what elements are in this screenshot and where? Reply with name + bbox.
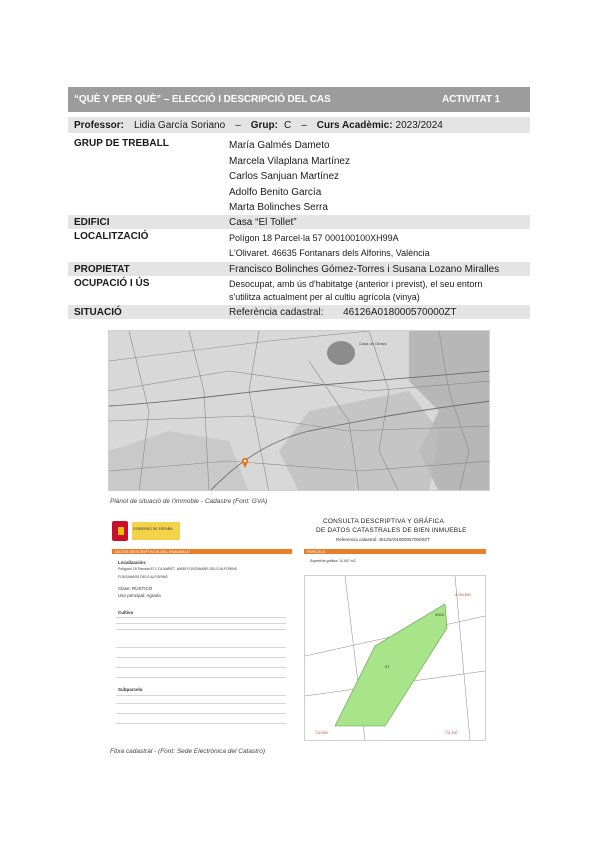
occupation-row xyxy=(68,278,530,304)
owner-value: Francisco Bolinches Gómez-Torres i Susana Lozano Miralles xyxy=(229,263,500,275)
sheet-title: CONSULTA DESCRIPTIVA Y GRÁFICA xyxy=(323,518,444,525)
separator-dash: – xyxy=(301,119,307,131)
location-line: Polígon 18 Parcel·la 57 000100100XH99A xyxy=(229,233,399,243)
municipio: FONTANARS DELS ALFORINS xyxy=(118,575,168,579)
cadastral-sheet xyxy=(108,515,490,743)
svg-text:Casa de l'Ansis: Casa de l'Ansis xyxy=(359,341,387,346)
occupation-line: Desocupat, amb ús d'habitatge (anterior i previst), el seu entorn xyxy=(229,279,483,289)
cadastral-ref-value: 46126A018000570000ZT xyxy=(343,306,457,318)
member-name: Carlos Sanjuan Martínez xyxy=(229,171,340,182)
location-label: LOCALITZACIÓ xyxy=(74,231,149,242)
activity-header xyxy=(68,87,530,112)
building-value: Casa “El Tollet” xyxy=(229,216,297,228)
work-group-members xyxy=(229,138,530,216)
ministry-logo xyxy=(112,519,182,543)
descriptive-band xyxy=(112,549,292,554)
sheet-subtitle: DE DATOS CATASTRALES DE BIEN INMUEBLE xyxy=(316,527,467,534)
situation-map xyxy=(108,330,490,491)
member-name: María Galmés Dameto xyxy=(229,140,330,151)
surface-label: Superficie gráfica: 14.947 m2 xyxy=(310,559,356,563)
map-caption: Plànol de situació de l'immoble - Cadastre (Font: GVA) xyxy=(110,498,268,505)
member-name: Adolfo Benito García xyxy=(229,186,322,198)
cadastral-ref-label: Referència cadastral: xyxy=(229,306,324,318)
work-group-label: GRUP DE TREBALL xyxy=(74,138,169,149)
sheet-ref: Referencia catastral: 46126A018000570000ZT xyxy=(336,537,430,542)
parcel-plan xyxy=(304,575,486,741)
svg-text:710.900: 710.900 xyxy=(315,731,328,735)
member-name: Marta Bolinches Serra xyxy=(229,202,328,213)
situation-label: SITUACIÓ xyxy=(74,306,122,318)
sheet-caption: Fitxa cadastral - (Font: Sede Electrònica del Catastro) xyxy=(110,748,265,755)
professor-bar xyxy=(68,117,530,133)
building-row xyxy=(68,215,530,229)
svg-text:9004: 9004 xyxy=(435,612,444,617)
situation-row xyxy=(68,305,530,319)
course-value: 2023/2024 xyxy=(395,119,443,131)
parcel-band-label: PARCELA xyxy=(307,549,326,554)
separator-dash: – xyxy=(235,119,241,131)
cultivo-label: Cultivo xyxy=(118,610,134,615)
situation-value xyxy=(229,307,530,318)
location-line: L'Olivaret. 46635 Fontanars dels Alforins, València xyxy=(229,248,430,258)
member-name: Marcela Vilaplana Martínez xyxy=(229,155,350,167)
svg-text:711.100: 711.100 xyxy=(445,731,458,735)
parcel-plan-drawing xyxy=(305,576,485,740)
class-label: Clase: RÚSTICO xyxy=(118,586,153,591)
group-label: Grup: xyxy=(250,119,278,131)
sub-label: Subparcela xyxy=(118,687,143,692)
use-label: Uso principal: Agrario xyxy=(118,593,161,598)
work-group-row xyxy=(68,138,530,216)
ministry-name: GOBIERNO DE ESPAÑA xyxy=(133,527,173,531)
parcel-band xyxy=(304,549,486,554)
occupation-line: s'utilitza actualment per al cultiu agrícola (vinya) xyxy=(229,292,420,302)
location-value xyxy=(229,231,530,262)
descriptive-band-label: DATOS DESCRIPTIVOS DEL INMUEBLE xyxy=(115,549,190,554)
occupation-value xyxy=(229,278,530,304)
group-value: C xyxy=(283,119,292,131)
svg-text:4.294.600: 4.294.600 xyxy=(455,593,471,597)
course-label: Curs Acadèmic: xyxy=(316,119,393,131)
professor-name: Lidia García Soriano xyxy=(134,119,226,131)
loc-text: Polígono 18 Parcela 57 L'OLIVARET. 46635 FONTANARS DELS ALFORINS xyxy=(118,567,238,571)
professor-label: Professor: xyxy=(74,119,125,131)
document-title: “QUÈ Y PER QUÈ” – ELECCIÓ I DESCRIPCIÓ DEL CAS xyxy=(74,94,331,105)
location-row xyxy=(68,231,530,262)
building-label: EDIFICI xyxy=(74,216,110,228)
activity-label: ACTIVITAT 1 xyxy=(442,94,500,105)
loc-label: Localización: xyxy=(118,560,147,565)
svg-text:57: 57 xyxy=(385,664,390,669)
cadastral-map-drawing xyxy=(109,331,490,491)
owner-row xyxy=(68,262,530,276)
occupation-label: OCUPACIÓ I ÚS xyxy=(74,278,150,289)
owner-label: PROPIETAT xyxy=(74,263,130,275)
